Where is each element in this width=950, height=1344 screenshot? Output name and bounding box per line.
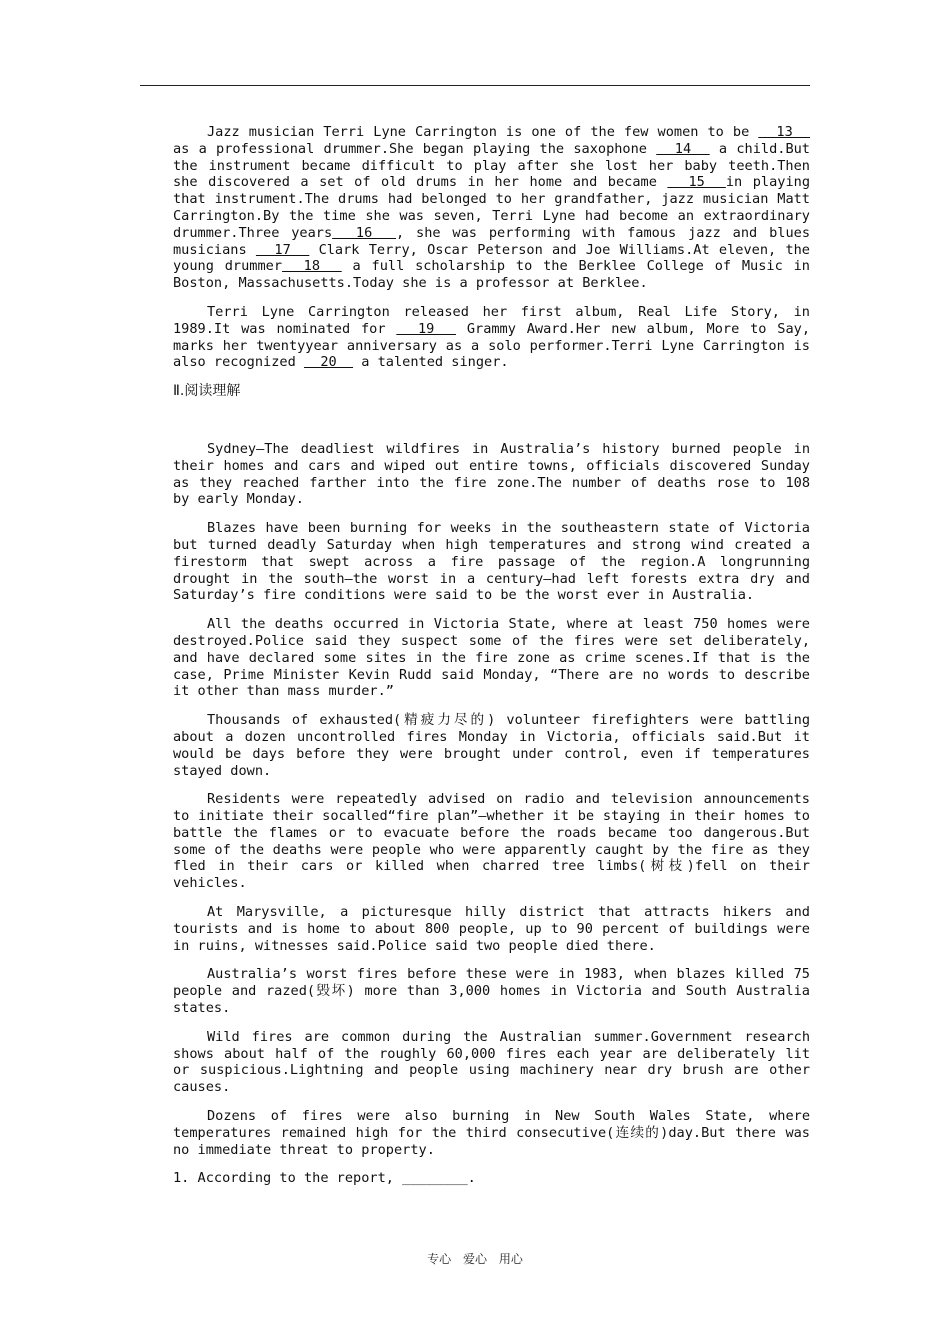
reading-paragraph-6: At Marysville, a picturesque hilly district that attracts hikers and tourists and is home to about 800 people, up to 90 percent of buildings were in ruins, witnesses said.Police said two people died there. [173, 904, 810, 954]
cloze-paragraph-2: Terri Lyne Carrington released her first album, Real Life Story, in 1989.It was nominated for 19 Grammy Award.Her new album, More to Say, marks her twentyyear anniversary as a solo performer.Terri Lyne Carrington is also recognized 20 a talented singer. [173, 303, 810, 371]
page-footer [0, 1250, 950, 1267]
footer-word-1: 专心 [427, 1252, 452, 1266]
blank-19: 19 [396, 320, 456, 337]
reading-paragraph-8: Wild fires are common during the Australian summer.Government research shows about half of the roughly 60,000 fires each year are deliberately lit or suspicious.Lightning and people using machinery near dry brush are other causes. [173, 1028, 810, 1096]
footer-word-3: 用心 [498, 1252, 523, 1266]
blank-14: 14 [656, 140, 710, 157]
reading-paragraph-1: Sydney—The deadliest wildfires in Australia’s history burned people in their homes and cars and wiped out entire towns, officials discovered Sunday as they reached farther into the fire zone.The number of deaths rose to 108 by early Monday. [173, 440, 810, 508]
blank-16: 16 [332, 224, 396, 241]
reading-paragraph-3: All the deaths occurred in Victoria State, where at least 750 homes were destroyed.Police said they suspect some of the fires were set deliberately, and have declared some sites in the fire zone as crime scenes.If that is the case, Prime Minister Kevin Rudd said Monday, “There are no words to describe it other than mass murder.” [173, 616, 810, 700]
section-heading: Ⅱ.阅读理解 [173, 383, 241, 400]
question-1: 1. According to the report, ________. [173, 1170, 476, 1187]
reading-paragraph-7: Australia’s worst fires before these were in 1983, when blazes killed 75 people and razed(毁坏) more than 3,000 homes in Victoria and South Australia states. [173, 966, 810, 1017]
reading-paragraph-9: Dozens of fires were also burning in New South Wales State, where temperatures remained high for the third consecutive(连续的)day.But there was no immediate threat to property. [173, 1108, 810, 1158]
blank-18: 18 [282, 258, 342, 275]
reading-paragraph-2: Blazes have been burning for weeks in the southeastern state of Victoria but turned deadly Saturday when high temperatures and strong wind created a firestorm that swept across a fire passage of the region.A longrunning drought in the south—the worst in a century—had left forests extra dry and Saturday’s fire conditions were said to be the worst ever in Australia. [173, 520, 810, 604]
footer-word-2: 爱心 [462, 1252, 487, 1266]
header-rule [140, 85, 810, 86]
reading-paragraph-4: Thousands of exhausted(精疲力尽的) volunteer firefighters were battling about a dozen uncontrolled fires Monday in Victoria, officials said.But it would be days before they were brought under control, even if temperatures stayed down. [173, 712, 810, 779]
blank-15: 15 [667, 174, 726, 191]
reading-paragraph-5: Residents were repeatedly advised on radio and television announcements to initiate their socalled“fire plan”—whether it be staying in their homes to battle the flames or to evacuate before the roads became too dangerous.But some of the deaths were people who were apparently caught by the fire as they fled in their cars or killed when charred tree limbs(树枝)fell on their vehicles. [173, 791, 810, 892]
document-body [173, 124, 810, 1199]
cloze-paragraph-1: Jazz musician Terri Lyne Carrington is one of the few women to be 13 as a professional drummer.She began playing the saxophone 14 a child.But the instrument became difficult to play after she lost her baby teeth.Then she discovered a set of old drums in her home and became 15 in playing that instrument.The drums had belonged to her grandfather, jazz musician Matt Carrington.By the time she was seven, Terri Lyne had become an extraordinary drummer.Three years 16 , she was performing with famous jazz and blues musicians 17 Clark Terry, Oscar Peterson and Joe Williams.At eleven, the young drummer 18 a full scholarship to the Berklee College of Music in Boston, Massachusetts.Today she is a professor at Berklee. [173, 124, 811, 292]
blank-13: 13 [758, 124, 810, 140]
blank-17: 17 [255, 241, 310, 258]
blank-20: 20 [303, 354, 354, 371]
